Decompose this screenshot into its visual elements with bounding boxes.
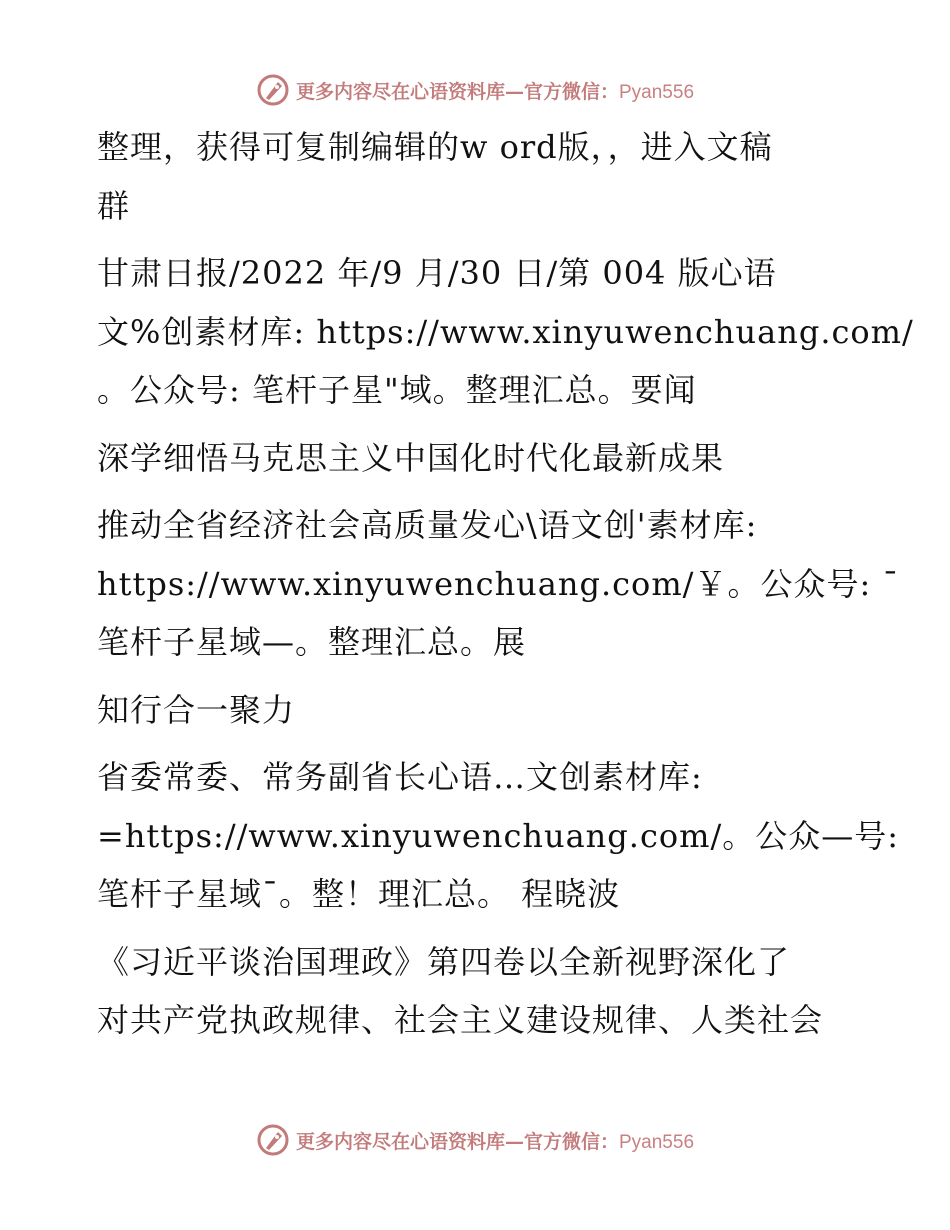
text-line: 笔杆子星域¯。整！理汇总。 程晓波 — [97, 875, 621, 913]
watermark-group — [256, 1123, 694, 1157]
text-line: 省委常委、常务副省长心语…文创素材库: — [97, 758, 703, 796]
body-paragraph — [97, 429, 857, 488]
body-paragraph — [97, 244, 914, 420]
text-line: =https://www.xinyuwenchuang.com/。公众—号: — [97, 816, 900, 855]
watermark-group — [256, 73, 694, 107]
pen-nib-logo-icon — [256, 73, 290, 107]
text-line: 对共产党执政规律、社会主义建设规律、人类社会 — [97, 1001, 824, 1039]
text-line: 《习近平谈治国理政》第四卷以全新视野深化了 — [97, 942, 791, 981]
footer-watermark — [0, 1120, 950, 1160]
text-line: https://www.xinyuwenchuang.com/￥。公众号: ¯ — [97, 564, 900, 603]
text-line: 推动全省经济社会高质量发心\语文创'素材库: — [97, 506, 758, 544]
watermark-text: 更多内容尽在心语资料库—官方微信：Pyan556 — [295, 80, 695, 103]
body-paragraph — [97, 118, 857, 235]
text-line: 甘肃日报/2022 年/9 月/30 日/第 004 版心语 — [97, 254, 777, 292]
body-paragraph — [97, 748, 900, 924]
text-line: 文%创素材库: https://www.xinyuwenchuang.com/ — [97, 312, 914, 351]
text-line: 深学细悟马克思主义中国化时代化最新成果 — [97, 438, 725, 477]
watermark-wechat-id: Pyan556 — [619, 1131, 695, 1153]
text-line: 。公众号: 笔杆子星"域。整理汇总。要闻 — [97, 371, 697, 409]
body-paragraph — [97, 681, 857, 740]
text-line: 知行合一聚力 — [97, 690, 296, 729]
watermark-text: 更多内容尽在心语资料库—官方微信：Pyan556 — [295, 1130, 695, 1153]
body-paragraph — [97, 933, 857, 1050]
header-watermark — [0, 70, 950, 110]
document-body — [97, 118, 914, 1059]
text-line: 整理，获得可复制编辑的w ord版，，进入文稿 — [97, 128, 773, 166]
watermark-wechat-id: Pyan556 — [619, 81, 695, 103]
text-line: 群 — [97, 186, 131, 225]
body-paragraph — [97, 496, 900, 672]
pen-nib-logo-icon — [256, 1123, 290, 1157]
text-line: 笔杆子星域—。整理汇总。展 — [97, 623, 527, 661]
